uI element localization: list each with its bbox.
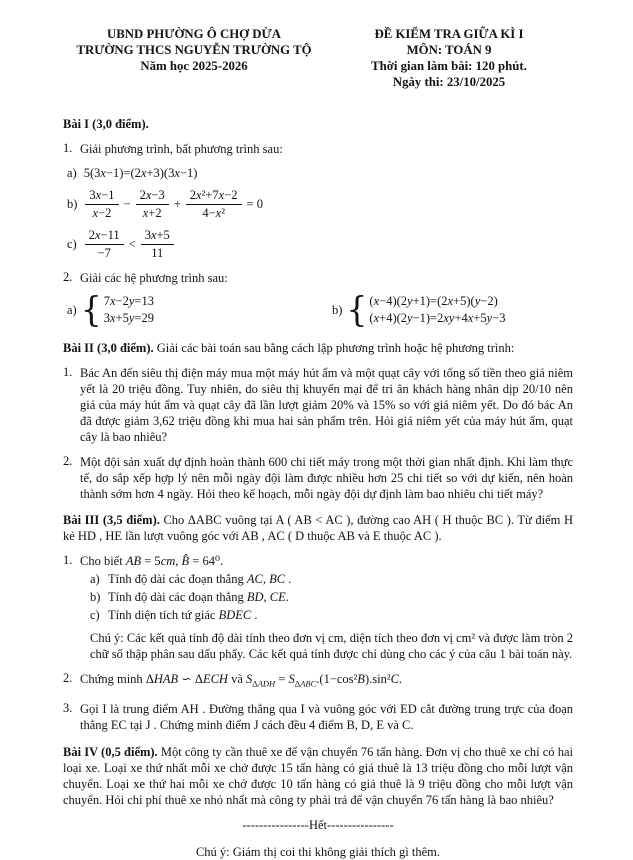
problem-I-2	[63, 270, 573, 286]
item-text: Chứng minh ΔHAB ∽ ΔECH và $S_{\Delta ADH} = S_{\Delta ABC}.(1-\cos^2B).\sin^2C$.	[80, 672, 403, 689]
s-subscript: ΔADH	[252, 678, 276, 689]
problem-II-2	[63, 454, 573, 502]
equation-I-1a	[67, 166, 573, 181]
item-number: c)	[90, 608, 100, 622]
operator: −	[123, 197, 131, 211]
exam-duration: Thời gian làm bài: 120 phút.	[371, 59, 527, 73]
exam-date: Ngày thi: 23/10/2025	[392, 75, 506, 89]
item-text: Tính độ dài các đoạn thẳng AC, BC .	[108, 572, 292, 586]
equation-label: b)	[67, 197, 78, 211]
item-text: Gọi I là trung điểm AH . Đường thẳng qua I và vuông góc với ED cắt đường trung trực của đoạn thẳng EC tại J . Chứng minh điểm J cách đều 4 điểm B, D, E và C.	[80, 701, 573, 732]
item-text: Bác An đến siêu thị điện máy mua một máy hút ẩm và một quạt cây với tổng số tiền theo giá niêm yết là 20 triệu đồng. Tuy nhiên, do siêu thị khuyến mại để tri ân khách hàng nhân dịp 20/10 nên giá của máy hút ẩm và quạt cây đã lần lượt giảm 20% và 15% so với giá niêm yết. Do đó bác An đã được giảm 3,62 triệu đồng khi mua hai sản phẩm trên. Hỏi giá niêm yết của máy hút ẩm, quạt cây là bao nhiêu?	[80, 366, 573, 444]
s-symbol: S	[288, 672, 295, 686]
problem-II-1	[63, 365, 573, 445]
header-exam-block	[325, 26, 573, 90]
item-number: a)	[90, 572, 100, 586]
problem-III-1	[63, 553, 573, 569]
section-IV-paragraph	[63, 744, 573, 808]
fraction: $\frac{2x-11}{-7}$	[84, 228, 125, 261]
header-school: TRƯỜNG THCS NGUYỄN TRƯỜNG TỘ	[76, 43, 312, 57]
item-number: 1.	[63, 365, 73, 379]
s-symbol: S	[246, 672, 253, 686]
section-III-title-line	[63, 512, 573, 544]
problem-III-2	[63, 671, 573, 692]
item-text: Giải phương trình, bất phương trình sau:	[80, 142, 283, 156]
item-number: 2.	[63, 270, 73, 284]
header	[63, 26, 573, 90]
item-text: Tính độ dài các đoạn thẳng BD, CE.	[108, 590, 289, 604]
section-IV-text: Một công ty cần thuê xe để vận chuyển 76 tấn hàng. Đơn vị cho thuê xe chỉ có hai loại xe. Loại xe thứ nhất mỗi xe chở được 15 tấn hàng có giá thuê là 13 triệu đồng cho mỗi lượt vận chuyển. Loại xe thứ hai mỗi xe chở được 10 tấn hàng có giá thuê là 9 triệu đồng cho mỗi lượt vận chuyển. Hỏi chi phí thuê xe nhỏ nhất mà công ty phải trả để vận chuyển 76 tấn hàng là bao nhiêu?	[63, 744, 573, 807]
equation-label: c)	[67, 237, 77, 251]
item-text: Tính diện tích tứ giác BDEC .	[108, 608, 258, 622]
section-II-title: Bài II (3,0 điểm).	[63, 341, 154, 355]
system-I-2a	[67, 289, 332, 330]
footer-note: Chú ý: Giám thị coi thi không giải thích gì thêm.	[195, 844, 441, 859]
s-subscript: ΔABC	[294, 678, 317, 689]
problem-III-1c	[90, 608, 573, 623]
fraction: $\frac{3x-1}{x-2}$	[84, 188, 119, 221]
item-number: 2.	[63, 454, 73, 468]
equation-label: a)	[67, 302, 77, 317]
item-number: b)	[90, 590, 101, 604]
problem-III-3	[63, 701, 573, 733]
header-school-year: Năm học 2025-2026	[140, 59, 248, 73]
equation-label: b)	[332, 302, 343, 317]
item-number: 1.	[63, 553, 73, 567]
equation-I-1c	[67, 228, 573, 261]
section-I-title: Bài I (3,0 điểm).	[63, 117, 149, 131]
equation-label: a)	[67, 166, 77, 180]
item-text: Cho biết AB = 5cm, B̂ = 64⁰.	[80, 554, 224, 568]
header-authority: UBND PHƯỜNG Ô CHỢ DỪA	[107, 27, 281, 41]
system-I-2b	[332, 289, 506, 330]
problem-III-1b	[90, 590, 573, 605]
header-school-block	[63, 26, 325, 90]
item-text: Một đội sản xuất dự định hoàn thành 600 chi tiết máy trong một thời gian nhất định. Khi làm thực tế, do sắp xếp hợp lý nên mỗi ngày đội làm được nhiều hơn 25 chi tiết so với dự kiến, nên hoàn thành sớm hơn 4 ngày. Hỏi theo kế hoạch, mỗi ngày đội dự định làm bao nhiêu chi tiết máy?	[80, 455, 573, 501]
fraction: $\frac{\text{2x²+7x−2}}{\text{4−x²}}$	[185, 188, 243, 221]
section-II-intro: Giải các bài toán sau bằng cách lập phương trình hoặc hệ phương trình:	[153, 341, 515, 355]
problem-I-1	[63, 141, 573, 157]
item-number: 3.	[63, 700, 73, 715]
item-number: 1.	[63, 141, 73, 155]
section-IV-title: Bài IV (0,5 điểm).	[63, 744, 158, 759]
systems-row	[63, 289, 573, 330]
operator: <	[128, 237, 136, 251]
exam-subject: MÔN: TOÁN 9	[406, 43, 492, 57]
brace-glyph: {	[346, 289, 368, 330]
end-divider: ----------------Hết----------------	[242, 817, 394, 832]
fraction: $\frac{3x+5}{11}$	[140, 228, 175, 261]
brace-glyph: {	[80, 289, 102, 330]
system-equations: 7x−2y=13 3x+5y=29	[103, 294, 154, 325]
section-III-intro: Cho ΔABC vuông tại A ( AB < AC ), đường cao AH ( H thuộc BC ). Từ điểm H kẻ HD , HE lần lượt vuông góc với AB , AC ( D thuộc AB và E thuộc AC ).	[63, 513, 573, 543]
equation-rhs: = 0	[246, 197, 263, 211]
equation-text: 5(3x−1)=(2x+3)(3x−1)	[83, 166, 198, 180]
problem-III-1a	[90, 572, 573, 587]
fraction: $\frac{2x-3}{x+2}$	[135, 188, 170, 221]
system-equations: (x−4)(2y+1)=(2x+5)(y−2) (x+4)(2y−1)=2xy+4x+5y−3	[369, 294, 506, 325]
exam-title: ĐỀ KIỂM TRA GIỮA KÌ I	[374, 27, 524, 41]
problem-III-note: Chú ý: Các kết quả tính độ dài tính theo đơn vị cm, diện tích theo đơn vị cm² và được làm tròn 2 chữ số thập phân sau dấu phẩy. Các kết quả tính được chỉ dùng cho các ý của câu 1 bài toán này.	[90, 631, 573, 661]
equation-I-1b	[67, 188, 573, 221]
section-III-title: Bài III (3,5 điểm).	[63, 513, 160, 527]
item-text: Giải các hệ phương trình sau:	[80, 271, 228, 285]
section-II-title-line	[63, 340, 573, 356]
item-number: 2.	[63, 671, 73, 685]
operator: +	[173, 197, 181, 211]
